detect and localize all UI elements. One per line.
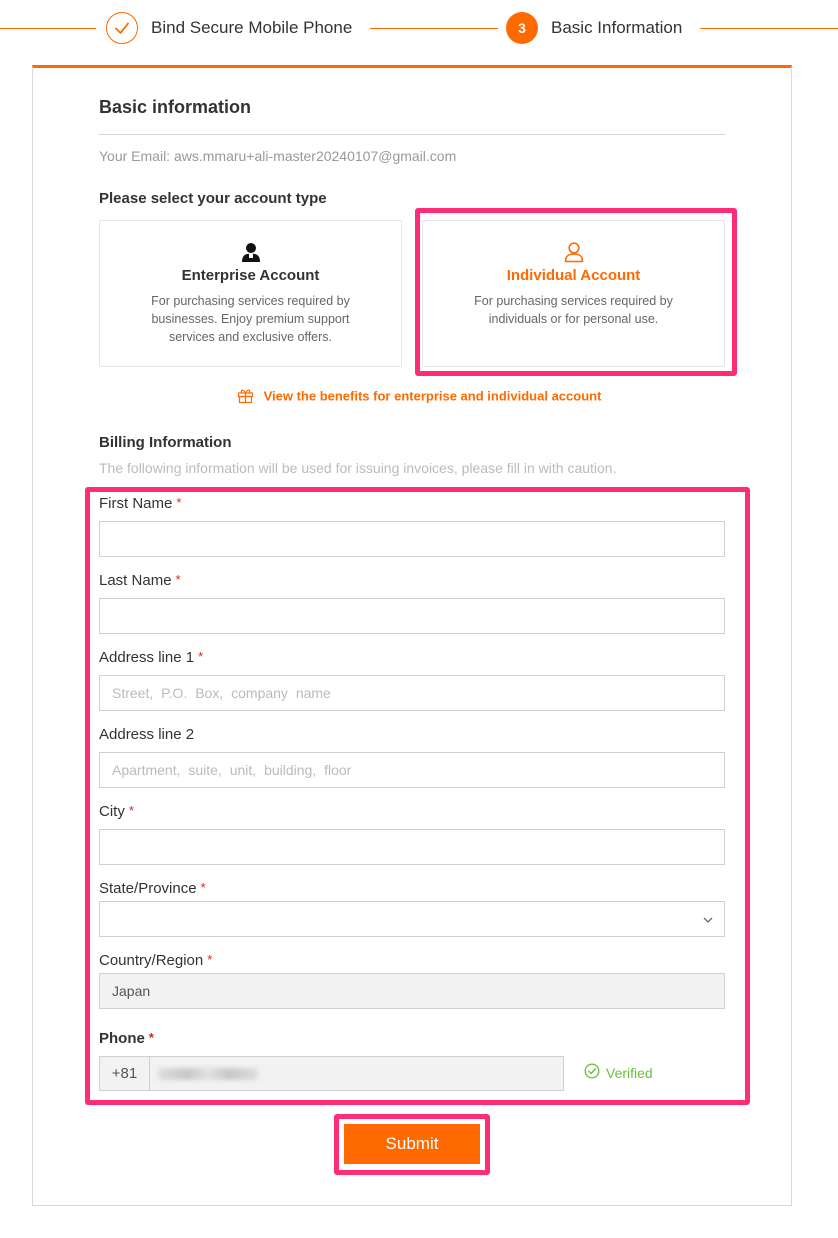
progress-stepper <box>0 0 838 58</box>
last-name-label: Last Name * <box>99 572 181 589</box>
submit-button[interactable]: Submit <box>344 1124 480 1164</box>
individual-account-option[interactable] <box>422 220 725 367</box>
phone-number-redacted <box>150 1057 563 1090</box>
state-province-label: State/Province * <box>99 880 206 897</box>
address-line-2-input[interactable] <box>99 752 725 788</box>
phone-country-code: +81 <box>100 1057 150 1090</box>
state-province-select[interactable] <box>99 901 725 937</box>
enterprise-account-title: Enterprise Account <box>181 267 320 284</box>
chevron-down-icon <box>702 913 714 931</box>
address-line-2-label: Address line 2 <box>99 726 195 743</box>
benefits-link-text: View the benefits for enterprise and individual account <box>263 388 602 404</box>
divider <box>99 134 725 135</box>
billing-title: Billing Information <box>99 434 232 451</box>
country-region-field: Japan <box>99 973 725 1009</box>
city-input[interactable] <box>99 829 725 865</box>
billing-desc: The following information will be used for issuing invoices, please fill in with caution. <box>99 460 617 476</box>
account-email: Your Email: aws.mmaru+ali-master20240107@gmail.com <box>99 148 457 164</box>
redaction-blur <box>158 1068 258 1080</box>
phone-verified-status <box>584 1063 653 1082</box>
gift-icon <box>237 387 254 407</box>
last-name-input[interactable] <box>99 598 725 634</box>
step-3-number-badge: 3 <box>506 12 538 44</box>
country-region-label: Country/Region * <box>99 952 213 969</box>
section-title: Basic information <box>99 97 252 117</box>
check-circle-icon <box>584 1063 600 1082</box>
account-type-label: Please select your account type <box>99 190 327 207</box>
address-line-1-label: Address line 1 * <box>99 649 204 666</box>
verified-text: Verified <box>606 1064 653 1081</box>
step-1-label: Bind Secure Mobile Phone <box>151 18 353 37</box>
user-outline-icon <box>563 241 585 263</box>
city-label: City * <box>99 803 134 820</box>
address-line-1-input[interactable] <box>99 675 725 711</box>
step-complete-check-icon <box>106 12 138 44</box>
enterprise-account-option[interactable] <box>99 220 402 367</box>
benefits-link[interactable] <box>0 387 838 407</box>
enterprise-account-desc: For purchasing services required by businesses. Enjoy premium support services and exclusive offers. <box>151 294 350 344</box>
individual-account-title: Individual Account <box>506 267 641 284</box>
stepper-line <box>370 28 498 29</box>
stepper-line <box>700 28 838 29</box>
first-name-input[interactable] <box>99 521 725 557</box>
phone-label: Phone * <box>99 1030 154 1047</box>
phone-field <box>99 1056 564 1091</box>
step-3-label: Basic Information <box>551 18 683 37</box>
user-filled-icon <box>240 241 262 263</box>
stepper-line <box>0 28 96 29</box>
first-name-label: First Name * <box>99 495 182 512</box>
individual-account-desc: For purchasing services required by individuals or for personal use. <box>474 294 673 326</box>
